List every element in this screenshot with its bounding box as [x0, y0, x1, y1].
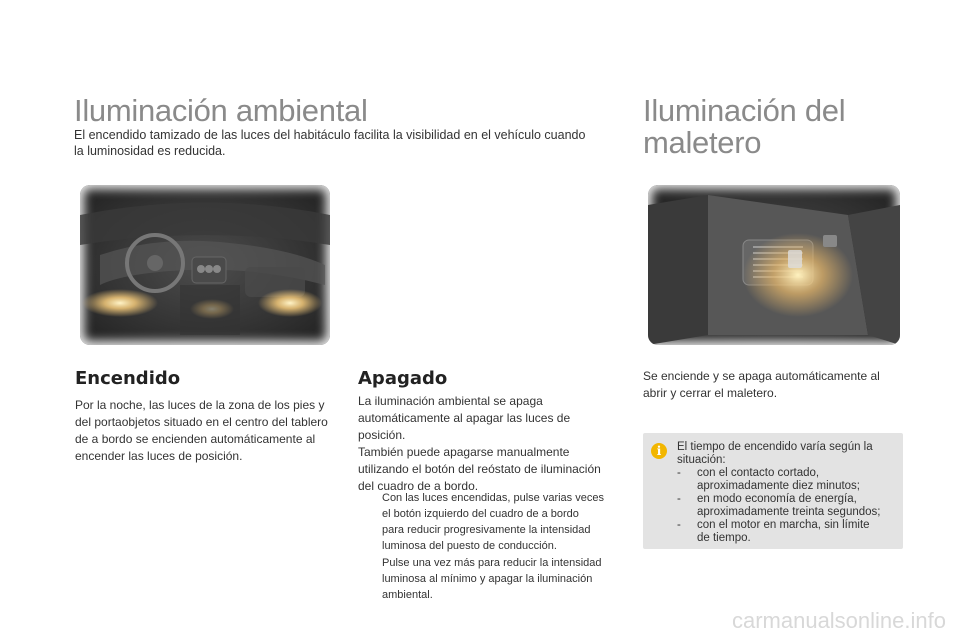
dashboard-footwell-photo [80, 185, 330, 345]
info-icon: i [651, 443, 667, 459]
info-intro-line: situación: [677, 454, 726, 466]
apagado-line: automáticamente al apagar las luces de [358, 411, 571, 425]
apagado-bullet-1 [360, 490, 604, 554]
encendido-line: Por la noche, las luces de la zona de los pies y [75, 398, 325, 412]
info-item-line: con el contacto cortado, [697, 467, 820, 479]
encendido-line: encender las luces de posición. [75, 449, 243, 463]
boot-line: abrir y cerrar el maletero. [643, 386, 778, 400]
bullet-line: luminosa al mínimo y apagar la iluminación [382, 573, 593, 585]
bullet-line: Pulse una vez más para reducir la intensidad [382, 557, 602, 569]
boot-text [643, 368, 880, 402]
info-box [643, 433, 903, 549]
apagado-line: La iluminación ambiental se apaga [358, 394, 543, 408]
watermark: carmanualsonline.info [731, 608, 946, 633]
dashboard-illustration [80, 185, 330, 345]
dash-marker: - [677, 519, 681, 531]
bullet-line: para reducir progresivamente la intensidad [382, 524, 591, 536]
ambient-lighting-title: Iluminación ambiental [74, 93, 368, 128]
boot-line: Se enciende y se apaga automáticamente al [643, 369, 880, 383]
encendido-line: de a bordo se encienden automáticamente al [75, 432, 316, 446]
encendido-text [75, 397, 328, 465]
boot-photo [648, 185, 900, 345]
info-item-line: con el motor en marcha, sin límite [697, 519, 870, 531]
intro-line: la luminosidad es reducida. [74, 144, 226, 158]
encendido-heading: Encendido [75, 368, 181, 389]
bullet-line: ambiental. [382, 589, 433, 601]
apagado-bullet-2 [360, 555, 602, 603]
bullet-line: el botón izquierdo del cuadro de a bordo [382, 508, 579, 520]
apagado-text [358, 393, 601, 495]
info-item [677, 493, 897, 519]
info-item-line: aproximadamente treinta segundos; [697, 506, 881, 518]
info-item-line: de tiempo. [697, 532, 751, 544]
apagado-line: posición. [358, 428, 406, 442]
encendido-line: del portaobjetos situado en el centro del tablero [75, 415, 328, 429]
info-item [677, 519, 897, 545]
bullet-marker [360, 555, 374, 603]
bullet-line: luminosa del puesto de conducción. [382, 540, 557, 552]
boot-title-line: Iluminación del [643, 93, 846, 128]
info-content [677, 441, 897, 545]
bullet-line: Con las luces encendidas, pulse varias veces [382, 492, 604, 504]
apagado-line: utilizando el botón del reóstato de iluminación [358, 462, 601, 476]
intro-line: El encendido tamizado de las luces del habitáculo facilita la visibilidad en el vehículo cuando [74, 128, 586, 142]
info-item-line: en modo economía de energía, [697, 493, 857, 505]
apagado-line: También puede apagarse manualmente [358, 445, 570, 459]
boot-illustration [648, 185, 900, 345]
boot-lighting-title [643, 95, 845, 159]
boot-title-line: maletero [643, 125, 762, 160]
ambient-intro [74, 127, 585, 159]
dash-marker: - [677, 467, 681, 479]
info-item [677, 467, 897, 493]
apagado-line: del cuadro de a bordo. [358, 479, 479, 493]
apagado-heading: Apagado [358, 368, 448, 389]
bullet-marker [360, 490, 374, 554]
dash-marker: - [677, 493, 681, 505]
info-intro-line: El tiempo de encendido varía según la [677, 441, 873, 453]
info-item-line: aproximadamente diez minutos; [697, 480, 860, 492]
